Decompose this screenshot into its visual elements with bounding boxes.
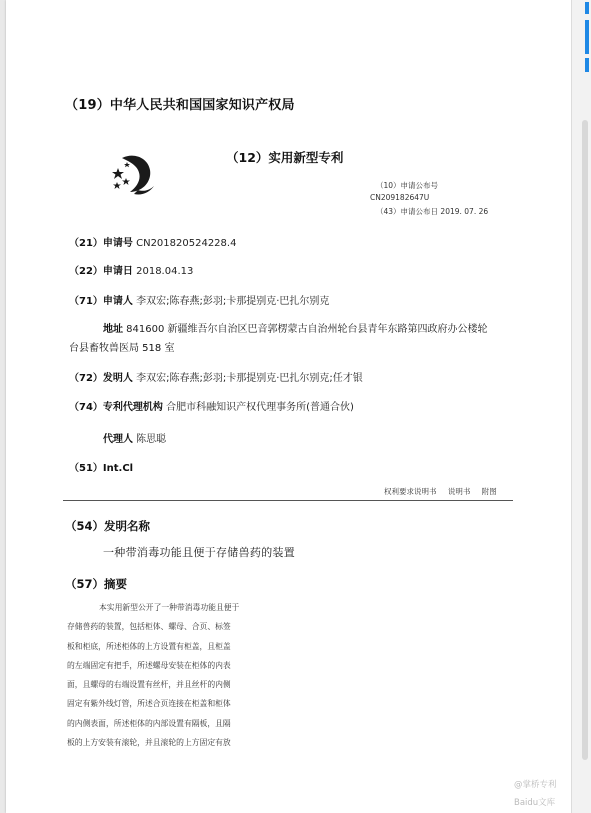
agent-value: 陈思聪 bbox=[133, 434, 167, 445]
claims-link[interactable]: 权利要求说明书 bbox=[384, 487, 437, 496]
watermark-bottom: Baidu文库 bbox=[514, 798, 556, 808]
scrollbar-marker bbox=[585, 2, 589, 14]
abstract-line: 的左端固定有把手，所述螺母安装在柜体的内表 bbox=[67, 660, 231, 670]
agent-row bbox=[103, 430, 166, 445]
drawings-link[interactable]: 附图 bbox=[481, 487, 497, 496]
address-label: 地址 bbox=[103, 324, 123, 335]
patent-agency-row bbox=[69, 398, 354, 413]
description-link[interactable]: 说明书 bbox=[447, 487, 471, 496]
intcl-label: （51）Int.Cl bbox=[69, 463, 134, 474]
applicant-label: （71）申请人 bbox=[69, 296, 133, 307]
abstract-line: 面，且螺母的右端设置有丝杆，并且丝杆的内侧 bbox=[67, 680, 231, 690]
scrollbar-marker bbox=[585, 20, 589, 54]
application-number-label: （21）申请号 bbox=[69, 238, 133, 249]
invention-title-heading: （54）发明名称 bbox=[65, 519, 151, 533]
abstract-text bbox=[67, 598, 285, 752]
inventor-value: 李双宏;陈春燕;彭羽;卡那提别克·巴扎尔别克;任才银 bbox=[132, 373, 363, 384]
scrollbar-marker bbox=[585, 58, 589, 72]
document-section-links bbox=[384, 486, 506, 497]
inventor-label: （72）发明人 bbox=[69, 373, 133, 384]
section-divider bbox=[63, 500, 513, 501]
intcl-row bbox=[69, 459, 133, 474]
applicant-value: 李双宏;陈春燕;彭羽;卡那提别克·巴扎尔别克 bbox=[132, 296, 330, 307]
document-type-heading: （12）实用新型专利 bbox=[226, 150, 344, 165]
address-value-line2: 台县畜牧兽医局 518 室 bbox=[69, 343, 175, 354]
abstract-line: 本实用新型公开了一种带消毒功能且便于 bbox=[99, 603, 240, 612]
patent-agency-label: （74）专利代理机构 bbox=[69, 402, 163, 413]
abstract-line: 板和柜底，所述柜体的上方设置有柜盖，且柜盖 bbox=[67, 641, 231, 651]
address-value-line1: 841600 新疆维吾尔自治区巴音郭楞蒙古自治州轮台县青年东路第四政府办公楼轮 bbox=[123, 324, 488, 335]
publication-number-label: （10）申请公布号 bbox=[376, 181, 439, 190]
patent-office-emblem-icon bbox=[108, 150, 156, 198]
agent-label: 代理人 bbox=[103, 434, 133, 445]
application-number-row bbox=[69, 234, 236, 249]
abstract-heading: （57）摘要 bbox=[65, 577, 128, 591]
document-page bbox=[6, 0, 572, 813]
issuing-authority: （19）中华人民共和国国家知识产权局 bbox=[65, 98, 295, 113]
inventor-row bbox=[69, 369, 363, 384]
publication-date: （43）申请公布日 2019. 07. 26 bbox=[376, 207, 489, 216]
invention-title: 一种带消毒功能且便于存储兽药的装置 bbox=[103, 546, 296, 559]
watermark-top: @掌桥专利 bbox=[514, 780, 557, 790]
address-row bbox=[103, 321, 535, 339]
vertical-scrollbar[interactable] bbox=[571, 0, 591, 813]
abstract-line: 存储兽药的装置，包括柜体、螺母、合页、标签 bbox=[67, 622, 231, 632]
application-number-value: CN201820524228.4 bbox=[132, 238, 237, 249]
scrollbar-thumb[interactable] bbox=[582, 120, 588, 760]
patent-agency-value: 合肥市科融知识产权代理事务所(普通合伙) bbox=[162, 402, 354, 413]
application-date-label: （22）申请日 bbox=[69, 266, 133, 277]
abstract-line: 的内侧表面，所述柜体的内部设置有隔板，且隔 bbox=[67, 718, 231, 728]
applicant-row bbox=[69, 292, 329, 307]
application-date-value: 2018.04.13 bbox=[132, 266, 194, 277]
abstract-line: 板的上方安装有滚轮，并且滚轮的上方固定有放 bbox=[67, 738, 231, 748]
application-date-row bbox=[69, 262, 193, 277]
publication-number: CN209182647U bbox=[370, 193, 430, 202]
abstract-line: 固定有紫外线灯管，所述合页连接在柜盖和柜体 bbox=[67, 699, 231, 709]
